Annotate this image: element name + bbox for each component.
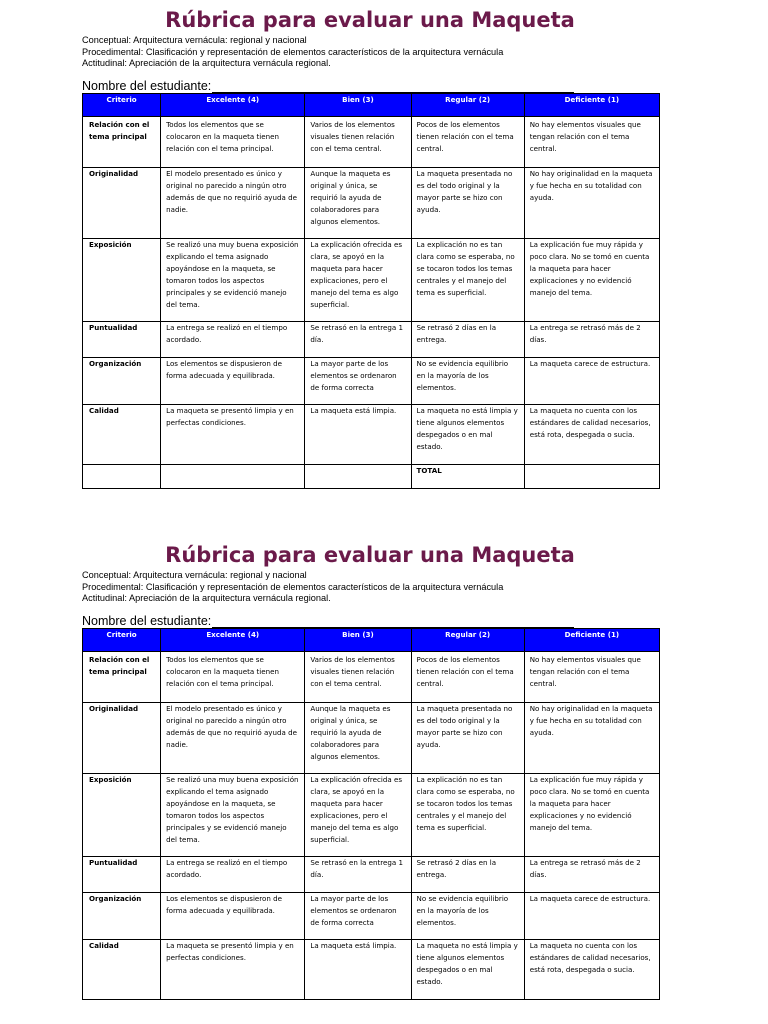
rubric-table	[82, 93, 660, 489]
deficiente-cell: La maqueta carece de estructura.	[524, 893, 659, 940]
table-row	[83, 358, 660, 405]
criterio-cell: Puntualidad	[83, 857, 161, 893]
rubric-table	[82, 628, 660, 1000]
table-row	[83, 857, 660, 893]
excelente-cell: Los elementos se dispusieron de forma adecuada y equilibrada.	[161, 893, 305, 940]
actitudinal-text: Actitudinal: Apreciación de la arquitectura vernácula regional.	[82, 593, 331, 603]
regular-cell: La explicación no es tan clara como se esperaba, no se tocaron todos los temas centrales y el manejo del tema es superficial.	[411, 774, 524, 857]
criterio-cell: Exposición	[83, 774, 161, 857]
regular-cell: La maqueta no está limpia y tiene algunos elementos despegados o en mal estado.	[411, 940, 524, 1000]
bien-cell: La maqueta está limpia.	[305, 940, 411, 1000]
bien-cell: La mayor parte de los elementos se ordenaron de forma correcta	[305, 893, 411, 940]
deficiente-cell: La maqueta no cuenta con los estándares de calidad necesarios, está rota, despegada o sucia.	[524, 405, 659, 465]
total-row	[83, 465, 660, 489]
regular-cell: Se retrasó 2 días en la entrega.	[411, 857, 524, 893]
total-label: TOTAL	[411, 465, 524, 489]
regular-cell: No se evidencia equilibrio en la mayoría de los elementos.	[411, 893, 524, 940]
table-row	[83, 703, 660, 774]
excelente-cell: El modelo presentado es único y original no parecido a ningún otro además de que no requirió ayuda de nadie.	[161, 703, 305, 774]
table-row	[83, 940, 660, 1000]
criterio-cell: Exposición	[83, 239, 161, 322]
header-regular: Regular (2)	[411, 629, 524, 652]
regular-cell: No se evidencia equilibrio en la mayoría de los elementos.	[411, 358, 524, 405]
table-row	[83, 774, 660, 857]
bien-cell: La explicación ofrecida es clara, se apoyó en la maqueta para hacer explicaciones, pero el manejo del tema es algo superficial.	[305, 239, 411, 322]
student-name-label: Nombre del estudiante:	[82, 614, 212, 628]
header-criterio: Criterio	[83, 94, 161, 117]
header-bien: Bien (3)	[305, 629, 411, 652]
bien-cell: La explicación ofrecida es clara, se apoyó en la maqueta para hacer explicaciones, pero el manejo del tema es algo superficial.	[305, 774, 411, 857]
header-bien: Bien (3)	[305, 94, 411, 117]
deficiente-cell: La explicación fue muy rápida y poco clara. No se tomó en cuenta la maqueta para hacer explicaciones y no evidenció manejo del tema.	[524, 239, 659, 322]
excelente-cell: La entrega se realizó en el tiempo acordado.	[161, 322, 305, 358]
criterio-cell: Originalidad	[83, 703, 161, 774]
rubric-2	[0, 535, 768, 1024]
header-criterio: Criterio	[83, 629, 161, 652]
header-deficiente: Deficiente (1)	[524, 629, 659, 652]
bien-cell: Aunque la maqueta es original y única, se requirió la ayuda de colaboradores para algunos elementos.	[305, 168, 411, 239]
bien-cell: Se retrasó en la entrega 1 día.	[305, 322, 411, 358]
regular-cell: Se retrasó 2 días en la entrega.	[411, 322, 524, 358]
excelente-cell: El modelo presentado es único y original no parecido a ningún otro además de que no requirió ayuda de nadie.	[161, 168, 305, 239]
criterio-cell: Originalidad	[83, 168, 161, 239]
table-row	[83, 405, 660, 465]
student-name-line[interactable]	[212, 615, 574, 628]
bien-cell: La maqueta está limpia.	[305, 405, 411, 465]
student-name-line[interactable]	[212, 80, 574, 93]
deficiente-cell: La entrega se retrasó más de 2 días.	[524, 322, 659, 358]
criterio-cell: Relación con el tema principal	[83, 652, 161, 703]
bien-cell: Varios de los elementos visuales tienen relación con el tema central.	[305, 117, 411, 168]
regular-cell: La maqueta no está limpia y tiene algunos elementos despegados o en mal estado.	[411, 405, 524, 465]
excelente-cell: Todos los elementos que se colocaron en la maqueta tienen relación con el tema principal.	[161, 652, 305, 703]
objectives	[82, 570, 503, 605]
deficiente-cell: No hay originalidad en la maqueta y fue hecha en su totalidad con ayuda.	[524, 168, 659, 239]
regular-cell: La maqueta presentada no es del todo original y la mayor parte se hizo con ayuda.	[411, 168, 524, 239]
procedimental-text: Procedimental: Clasificación y representación de elementos característicos de la arquitectura vernácula	[82, 581, 504, 592]
criterio-cell: Organización	[83, 893, 161, 940]
total-empty-cell	[305, 465, 411, 489]
student-name-field[interactable]	[82, 79, 574, 93]
student-name-field[interactable]	[82, 614, 574, 628]
rubric-1	[0, 0, 768, 510]
conceptual-text: Conceptual: Arquitectura vernácula: regional y nacional	[82, 570, 307, 580]
regular-cell: La explicación no es tan clara como se esperaba, no se tocaron todos los temas centrales y el manejo del tema es superficial.	[411, 239, 524, 322]
table-header-row	[83, 94, 660, 117]
regular-cell: Pocos de los elementos tienen relación con el tema central.	[411, 117, 524, 168]
conceptual-text: Conceptual: Arquitectura vernácula: regional y nacional	[82, 35, 307, 45]
objectives	[82, 35, 503, 70]
table-row	[83, 652, 660, 703]
total-empty-cell	[161, 465, 305, 489]
actitudinal-text: Actitudinal: Apreciación de la arquitectura vernácula regional.	[82, 58, 331, 68]
deficiente-cell: La explicación fue muy rápida y poco clara. No se tomó en cuenta la maqueta para hacer explicaciones y no evidenció manejo del tema.	[524, 774, 659, 857]
procedimental-text: Procedimental: Clasificación y representación de elementos característicos de la arquitectura vernácula	[82, 46, 504, 57]
deficiente-cell: No hay elementos visuales que tengan relación con el tema central.	[524, 117, 659, 168]
excelente-cell: Se realizó una muy buena exposición explicando el tema asignado apoyándose en la maqueta, se tomaron todos los aspectos principales y se evidenció manejo del tema.	[161, 774, 305, 857]
header-deficiente: Deficiente (1)	[524, 94, 659, 117]
student-name-label: Nombre del estudiante:	[82, 79, 212, 93]
bien-cell: Se retrasó en la entrega 1 día.	[305, 857, 411, 893]
table-row	[83, 117, 660, 168]
bien-cell: Varios de los elementos visuales tienen relación con el tema central.	[305, 652, 411, 703]
header-excelente: Excelente (4)	[161, 629, 305, 652]
excelente-cell: Los elementos se dispusieron de forma adecuada y equilibrada.	[161, 358, 305, 405]
criterio-cell: Organización	[83, 358, 161, 405]
table-row	[83, 168, 660, 239]
deficiente-cell: La maqueta carece de estructura.	[524, 358, 659, 405]
regular-cell: La maqueta presentada no es del todo original y la mayor parte se hizo con ayuda.	[411, 703, 524, 774]
deficiente-cell: La maqueta no cuenta con los estándares de calidad necesarios, está rota, despegada o sucia.	[524, 940, 659, 1000]
criterio-cell: Calidad	[83, 940, 161, 1000]
criterio-cell: Calidad	[83, 405, 161, 465]
deficiente-cell: No hay originalidad en la maqueta y fue hecha en su totalidad con ayuda.	[524, 703, 659, 774]
criterio-cell: Relación con el tema principal	[83, 117, 161, 168]
header-regular: Regular (2)	[411, 94, 524, 117]
excelente-cell: La maqueta se presentó limpia y en perfectas condiciones.	[161, 405, 305, 465]
table-header-row	[83, 629, 660, 652]
page-title: Rúbrica para evaluar una Maqueta	[165, 543, 575, 567]
deficiente-cell: La entrega se retrasó más de 2 días.	[524, 857, 659, 893]
criterio-cell: Puntualidad	[83, 322, 161, 358]
bien-cell: La mayor parte de los elementos se ordenaron de forma correcta	[305, 358, 411, 405]
deficiente-cell: No hay elementos visuales que tengan relación con el tema central.	[524, 652, 659, 703]
excelente-cell: La entrega se realizó en el tiempo acordado.	[161, 857, 305, 893]
table-row	[83, 893, 660, 940]
total-value-cell[interactable]	[524, 465, 659, 489]
excelente-cell: Todos los elementos que se colocaron en la maqueta tienen relación con el tema principal.	[161, 117, 305, 168]
bien-cell: Aunque la maqueta es original y única, se requirió la ayuda de colaboradores para algunos elementos.	[305, 703, 411, 774]
regular-cell: Pocos de los elementos tienen relación con el tema central.	[411, 652, 524, 703]
page-title: Rúbrica para evaluar una Maqueta	[165, 8, 575, 32]
total-empty-cell	[83, 465, 161, 489]
table-row	[83, 239, 660, 322]
excelente-cell: La maqueta se presentó limpia y en perfectas condiciones.	[161, 940, 305, 1000]
table-row	[83, 322, 660, 358]
header-excelente: Excelente (4)	[161, 94, 305, 117]
excelente-cell: Se realizó una muy buena exposición explicando el tema asignado apoyándose en la maqueta, se tomaron todos los aspectos principales y se evidenció manejo del tema.	[161, 239, 305, 322]
